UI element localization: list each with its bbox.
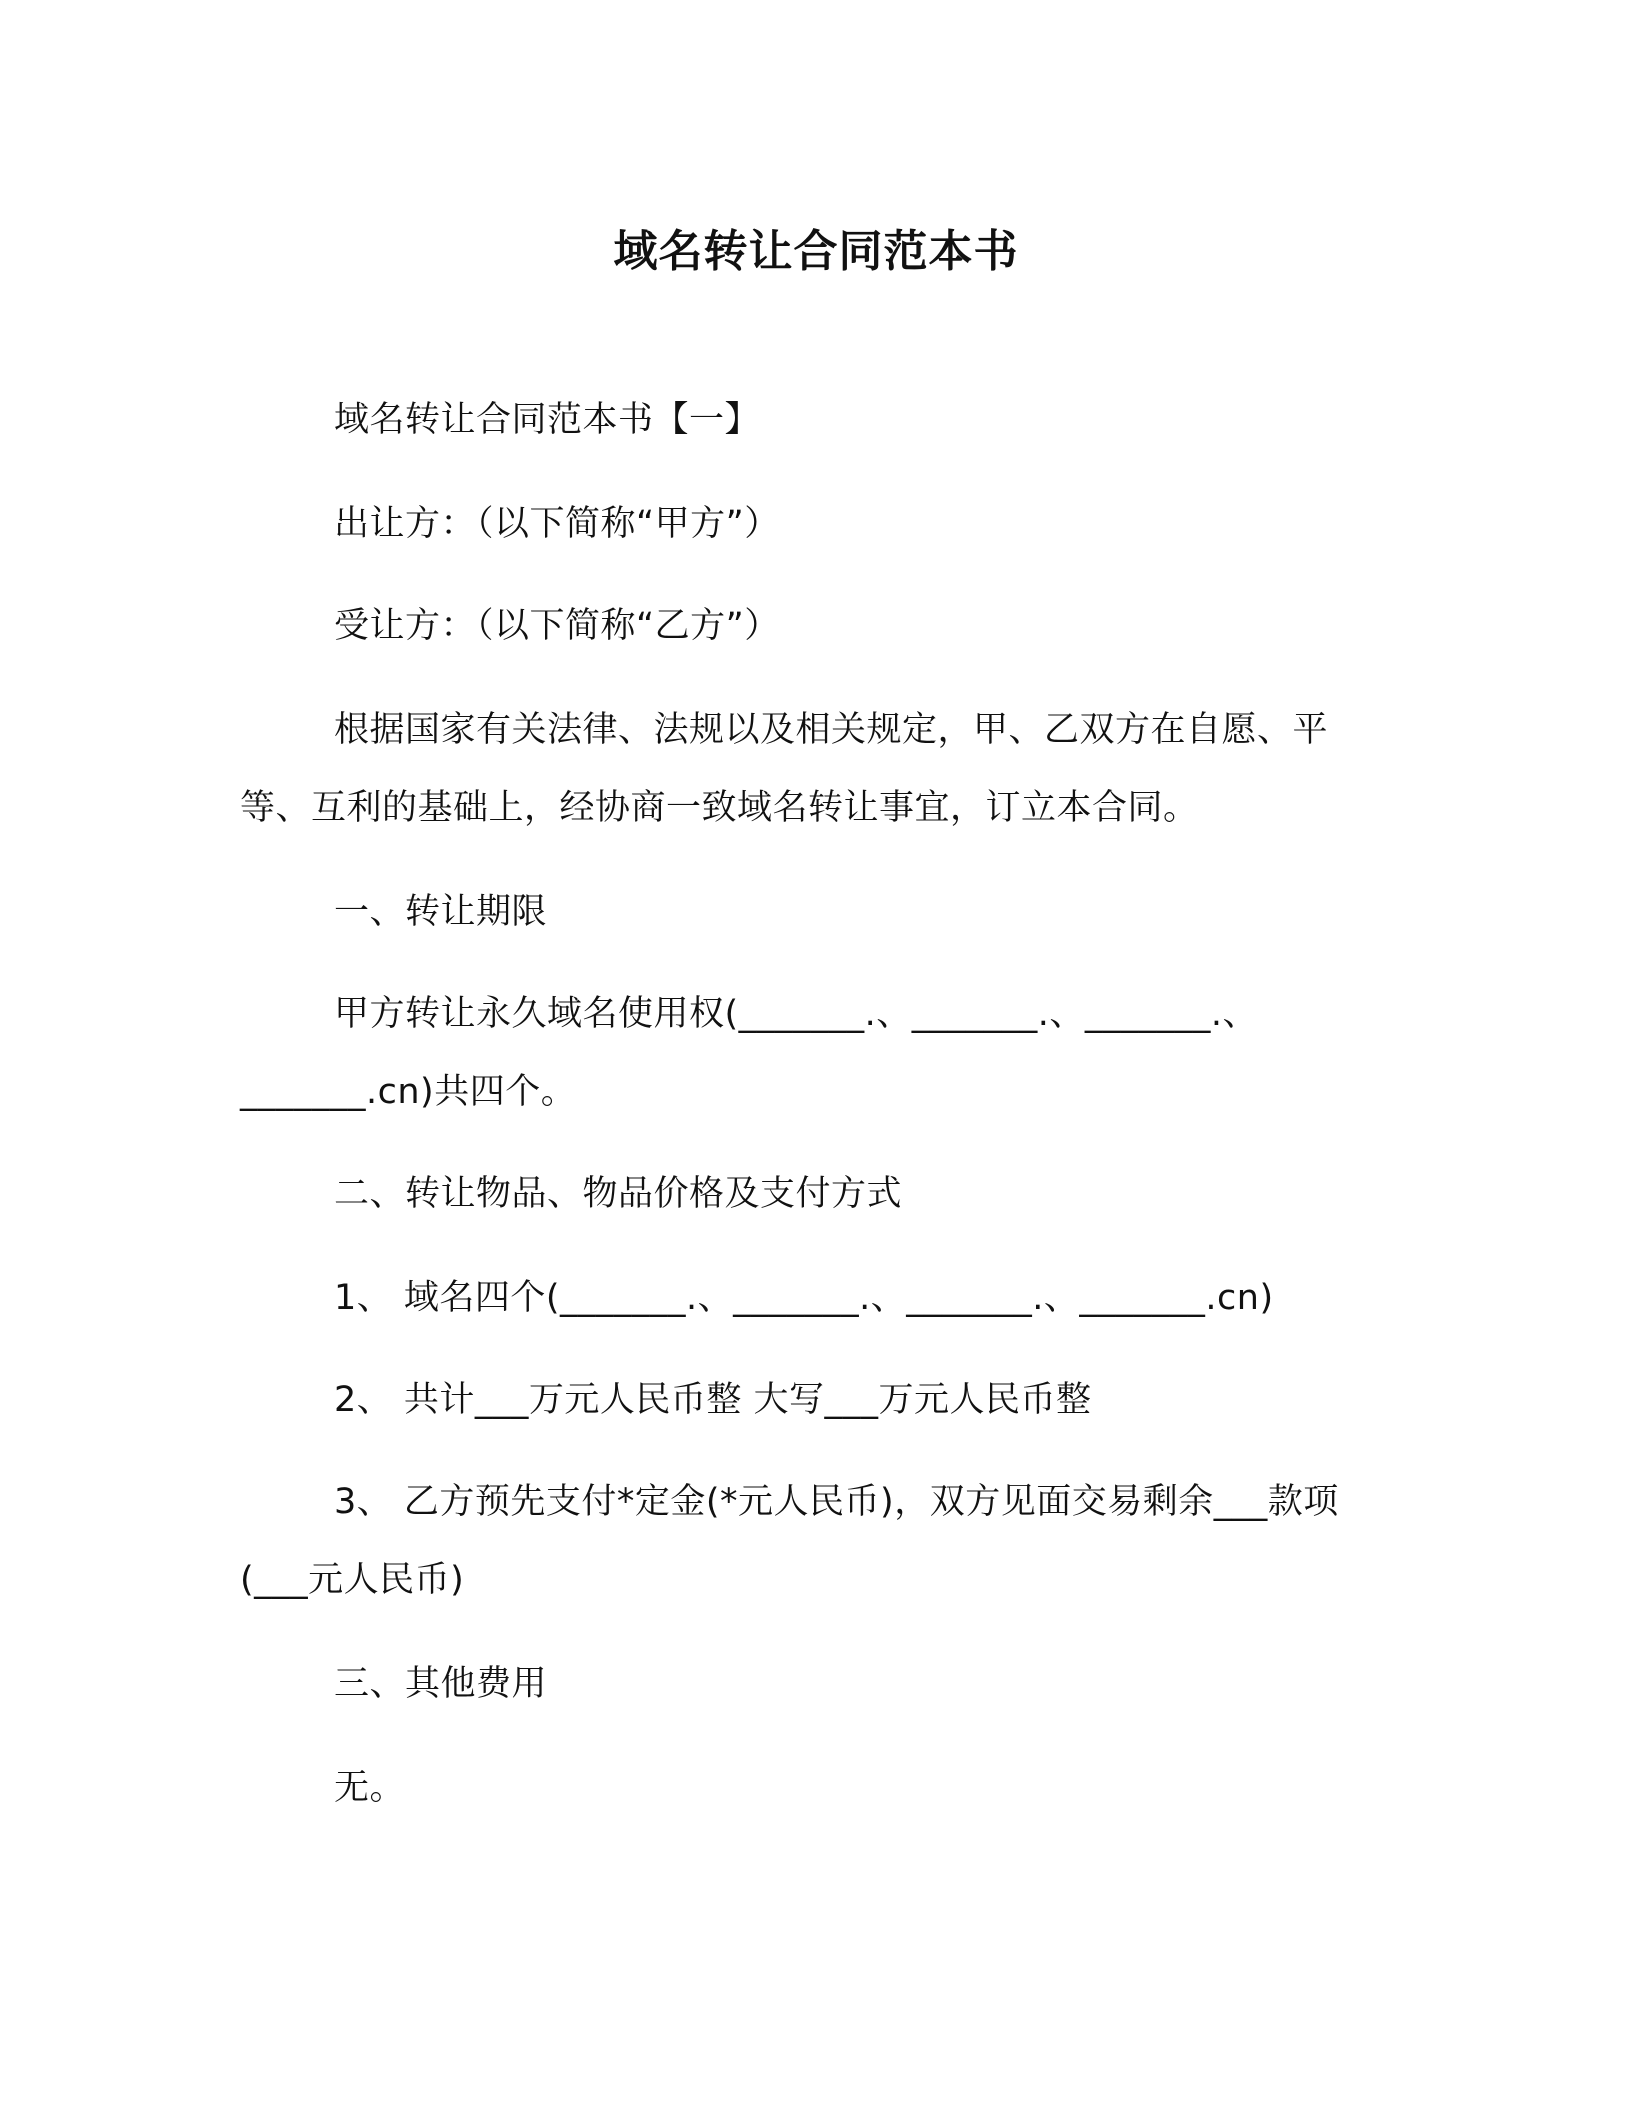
section-3-text: 无。 — [334, 1768, 406, 1808]
section-2-item-2: 2、 共计___万元人民币整 大写___万元人民币整 — [334, 1380, 1092, 1420]
section-1-text-line-1: 甲方转让永久域名使用权(_______.、_______.、_______.、 — [334, 994, 1259, 1034]
document-title: 域名转让合同范本书 — [613, 226, 1019, 277]
section-heading-1: 一、转让期限 — [334, 892, 548, 932]
section-heading-2: 二、转让物品、物品价格及支付方式 — [334, 1174, 903, 1214]
section-2-item-3-line-1: 3、 乙方预先支付*定金(*元人民币)，双方见面交易剩余___款项 — [334, 1482, 1339, 1522]
section-heading-3: 三、其他费用 — [334, 1664, 548, 1704]
section-2-item-3-line-2: (___元人民币) — [240, 1560, 465, 1600]
section-1-text-line-2: _______.cn)共四个。 — [240, 1072, 577, 1112]
party-a-line: 出让方：（以下简称“甲方”） — [334, 504, 780, 544]
section-2-item-1: 1、 域名四个(_______.、_______.、_______.、_______.cn) — [334, 1278, 1274, 1318]
intro-paragraph-line-1: 根据国家有关法律、法规以及相关规定，甲、乙双方在自愿、平 — [334, 710, 1329, 750]
document-subtitle: 域名转让合同范本书【一】 — [334, 400, 761, 440]
intro-paragraph-line-2: 等、互利的基础上，经协商一致域名转让事宜，订立本合同。 — [240, 788, 1199, 828]
party-b-line: 受让方：（以下简称“乙方”） — [334, 606, 780, 646]
